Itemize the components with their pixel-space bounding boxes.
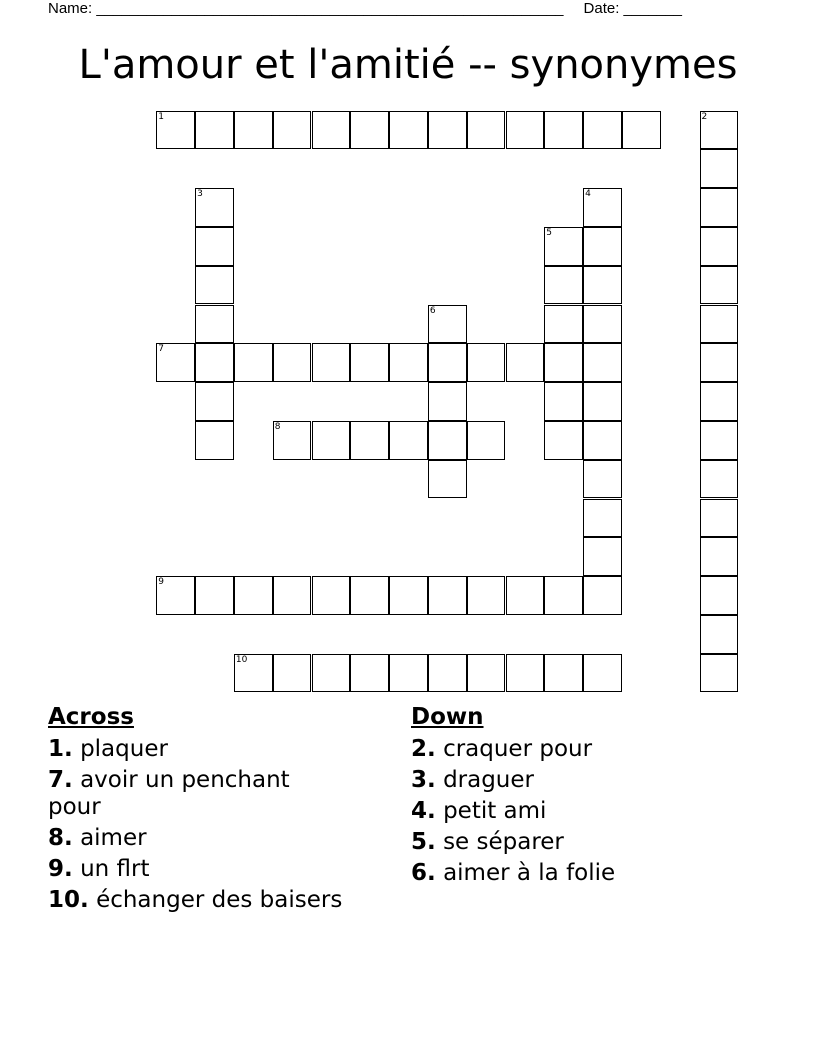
- grid-cell: [700, 615, 739, 654]
- grid-cell: [195, 305, 234, 344]
- grid-cell: [583, 576, 622, 615]
- clue-text: craquer pour: [443, 736, 593, 762]
- grid-cell: [544, 305, 583, 344]
- grid-cell: [156, 576, 195, 615]
- grid-cell: [544, 382, 583, 421]
- grid-cell: [312, 111, 351, 150]
- grid-cell: [195, 266, 234, 305]
- clue-text: aimer: [80, 825, 147, 851]
- grid-cell: [700, 266, 739, 305]
- clue-text: draguer: [443, 767, 534, 793]
- grid-cell: [389, 343, 428, 382]
- clue-item: [411, 736, 741, 763]
- clue-number: 2.: [411, 736, 436, 762]
- grid-cell: [350, 111, 389, 150]
- clue-text: se séparer: [443, 829, 564, 855]
- clue-number: 8.: [48, 825, 73, 851]
- down-clues: [411, 700, 741, 891]
- grid-cell: [583, 266, 622, 305]
- clue-number: 3.: [411, 767, 436, 793]
- grid-cell: [700, 188, 739, 227]
- grid-cell: [583, 537, 622, 576]
- clue-item: [48, 887, 378, 914]
- down-heading: Down: [411, 704, 484, 730]
- grid-cell: [544, 266, 583, 305]
- grid-cell: [195, 343, 234, 382]
- clue-item: [411, 767, 741, 794]
- grid-cell: [506, 111, 545, 150]
- grid-cell: [467, 111, 506, 150]
- clue-number: 4.: [411, 798, 436, 824]
- grid-cell: [312, 421, 351, 460]
- grid-cell: [350, 576, 389, 615]
- grid-cell: [273, 576, 312, 615]
- grid-cell: [273, 421, 312, 460]
- grid-cell: [583, 188, 622, 227]
- grid-cell: [506, 576, 545, 615]
- grid-cell: [700, 227, 739, 266]
- grid-cell: [467, 654, 506, 693]
- grid-cell: [234, 576, 273, 615]
- clue-text: petit ami: [443, 798, 547, 824]
- date-label: Date: _______: [583, 0, 682, 17]
- clue-number: 7.: [48, 767, 73, 793]
- clue-number: 1.: [48, 736, 73, 762]
- grid-cell: [428, 305, 467, 344]
- grid-cell: [506, 654, 545, 693]
- grid-cell: [428, 460, 467, 499]
- clue-item: [411, 798, 741, 825]
- grid-cell: [583, 654, 622, 693]
- grid-cell: [700, 343, 739, 382]
- clue-number-label: 7: [158, 344, 165, 355]
- grid-cell: [195, 421, 234, 460]
- grid-cell: [428, 576, 467, 615]
- grid-cell: [700, 305, 739, 344]
- clue-number: 6.: [411, 860, 436, 886]
- grid-cell: [583, 111, 622, 150]
- grid-cell: [428, 382, 467, 421]
- grid-cell: [389, 576, 428, 615]
- grid-cell: [195, 382, 234, 421]
- grid-cell: [700, 382, 739, 421]
- across-clues: [48, 700, 378, 918]
- grid-cell: [583, 305, 622, 344]
- grid-cell: [700, 537, 739, 576]
- grid-cell: [428, 421, 467, 460]
- clue-item: [48, 736, 378, 763]
- grid-cell: [273, 654, 312, 693]
- grid-cell: [350, 343, 389, 382]
- grid-cell: [428, 343, 467, 382]
- grid-cell: [234, 343, 273, 382]
- grid-cell: [544, 111, 583, 150]
- grid-cell: [544, 576, 583, 615]
- clue-number: 5.: [411, 829, 436, 855]
- clue-text: plaquer: [80, 736, 168, 762]
- grid-cell: [195, 111, 234, 150]
- grid-cell: [622, 111, 661, 150]
- grid-cell: [273, 343, 312, 382]
- clue-item: [48, 825, 378, 852]
- grid-cell: [506, 343, 545, 382]
- grid-cell: [428, 111, 467, 150]
- grid-cell: [700, 460, 739, 499]
- grid-cell: [350, 421, 389, 460]
- grid-cell: [700, 654, 739, 693]
- grid-cell: [428, 654, 467, 693]
- grid-cell: [234, 111, 273, 150]
- grid-cell: [389, 111, 428, 150]
- grid-cell: [312, 576, 351, 615]
- clue-number-label: 3: [197, 189, 203, 200]
- grid-cell: [544, 421, 583, 460]
- grid-cell: [467, 343, 506, 382]
- clue-number: 9.: [48, 856, 73, 882]
- grid-cell: [156, 111, 195, 150]
- grid-cell: [273, 111, 312, 150]
- grid-cell: [700, 111, 739, 150]
- clue-number-label: 8: [274, 421, 281, 432]
- clue-number-label: 10: [235, 654, 248, 665]
- grid-cell: [389, 654, 428, 693]
- name-label: Name: ________________________________________________________: [48, 0, 564, 17]
- grid-cell: [583, 499, 622, 538]
- clue-number-label: 1: [158, 111, 165, 122]
- clue-text: avoir un penchant pour: [48, 767, 290, 820]
- clue-item: [48, 856, 378, 883]
- clue-text: échanger des baisers: [96, 887, 343, 913]
- grid-cell: [312, 343, 351, 382]
- grid-cell: [700, 576, 739, 615]
- clue-item: [411, 829, 741, 856]
- clue-number-label: 4: [585, 189, 591, 200]
- page-title: L'amour et l'amitié -- synonymes: [78, 42, 738, 88]
- clue-number-label: 5: [546, 227, 553, 238]
- grid-cell: [350, 654, 389, 693]
- grid-cell: [583, 421, 622, 460]
- grid-cell: [544, 343, 583, 382]
- grid-cell: [544, 227, 583, 266]
- grid-cell: [700, 149, 739, 188]
- clue-number-label: 2: [701, 111, 708, 122]
- grid-cell: [583, 460, 622, 499]
- grid-cell: [583, 382, 622, 421]
- grid-cell: [156, 343, 195, 382]
- clue-item: [411, 860, 741, 887]
- across-heading: Across: [48, 704, 134, 730]
- grid-cell: [312, 654, 351, 693]
- grid-cell: [700, 421, 739, 460]
- grid-cell: [700, 499, 739, 538]
- grid-cell: [467, 421, 506, 460]
- grid-cell: [583, 227, 622, 266]
- grid-cell: [467, 576, 506, 615]
- grid-cell: [195, 227, 234, 266]
- clue-number-label: 6: [429, 305, 436, 316]
- clue-text: un flrt: [80, 856, 150, 882]
- grid-cell: [234, 654, 273, 693]
- grid-cell: [195, 188, 234, 227]
- clue-number-label: 9: [158, 577, 165, 588]
- grid-cell: [195, 576, 234, 615]
- grid-cell: [583, 343, 622, 382]
- clue-number: 10.: [48, 887, 89, 913]
- grid-cell: [544, 654, 583, 693]
- grid-cell: [389, 421, 428, 460]
- clue-item: [48, 767, 328, 821]
- clue-text: aimer à la folie: [443, 860, 616, 886]
